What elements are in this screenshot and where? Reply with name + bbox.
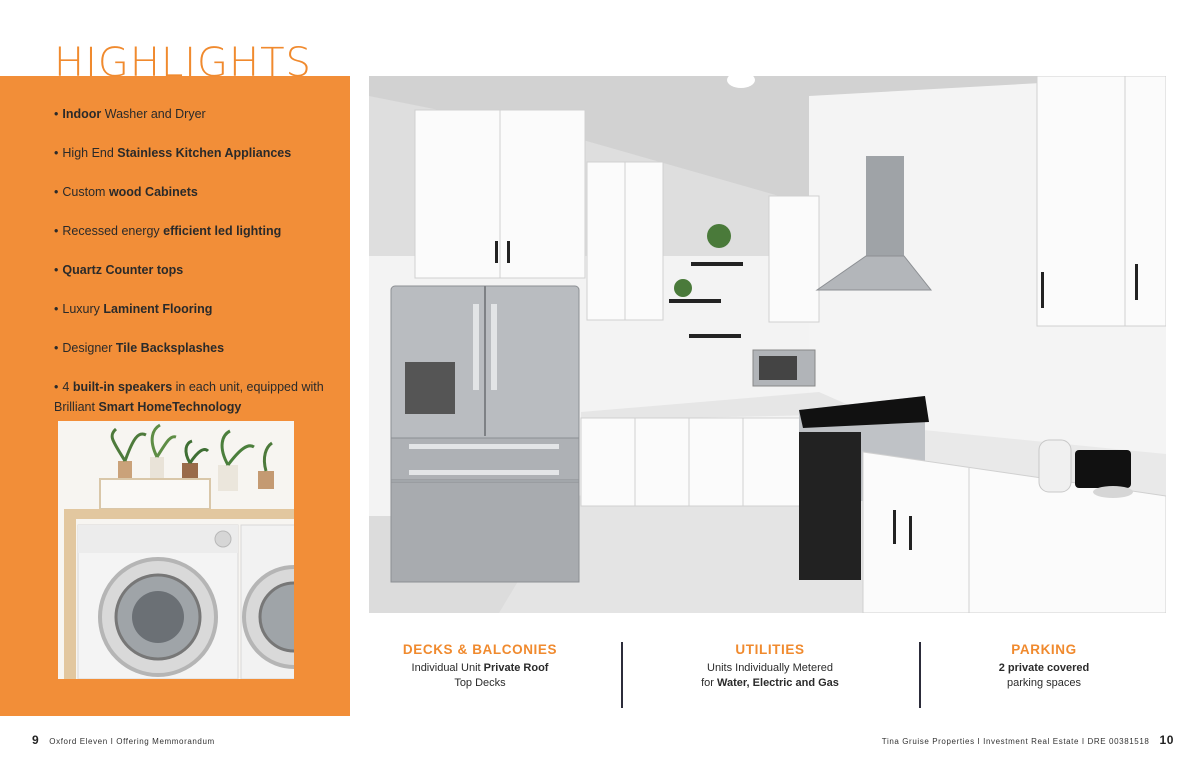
footer-left-text: Oxford Eleven I Offering Memmorandum: [49, 737, 215, 746]
list-item: • Designer Tile Backsplashes: [54, 341, 225, 355]
page-title: HIGHLIGHTS: [54, 40, 312, 86]
page-number-right: 10: [1159, 733, 1174, 747]
parking-section: [904, 642, 1184, 704]
list-item: • Custom wood Cabinets: [54, 185, 198, 199]
list-item: • Recessed energy efficient led lighting: [54, 224, 282, 238]
utilities-description: Units Individually Metered for Water, Electric and Gas: [701, 662, 839, 689]
footer-left: [32, 733, 215, 747]
list-item: • High End Stainless Kitchen Appliances: [54, 146, 292, 160]
kitchen-photo: [369, 76, 1166, 613]
divider: [621, 642, 623, 708]
list-item: • Luxury Laminent Flooring: [54, 302, 213, 316]
list-item: • Quartz Counter tops: [54, 263, 184, 277]
decks-description: Individual Unit Private Roof Top Decks: [411, 662, 549, 689]
parking-heading: PARKING: [1011, 642, 1077, 657]
highlights-list: [54, 104, 344, 436]
list-item: • Indoor Washer and Dryer: [54, 107, 206, 121]
decks-balconies-section: [340, 642, 620, 704]
decks-heading: DECKS & BALCONIES: [402, 642, 558, 657]
footer-right-text: Tina Gruise Properties I Investment Real Estate I DRE 00381518: [881, 737, 1150, 746]
footer-right: [882, 733, 1174, 747]
parking-description: 2 private covered parking spaces: [998, 662, 1090, 689]
list-item: • 4 built-in speakers in each unit, equipped with Brilliant Smart HomeTechnology: [54, 380, 324, 414]
utilities-heading: UTILITIES: [735, 642, 805, 657]
utilities-section: [630, 642, 910, 704]
laundry-photo: [58, 421, 294, 679]
page-number-left: 9: [32, 733, 40, 747]
